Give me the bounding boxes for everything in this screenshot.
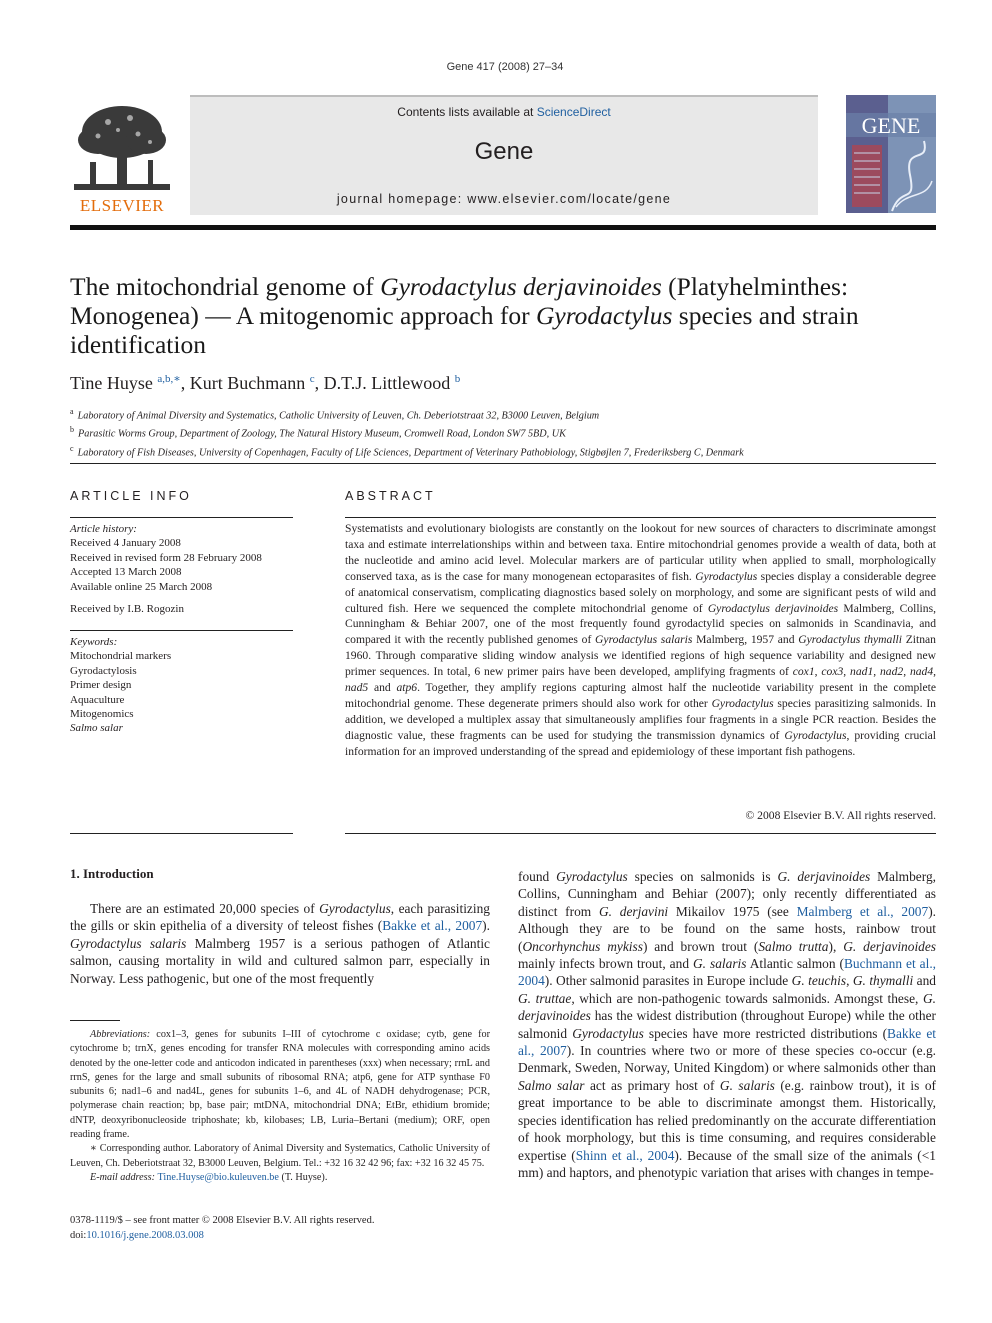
cover-title: GENE	[861, 113, 921, 138]
divider	[70, 517, 293, 518]
article-title: The mitochondrial genome of Gyrodactylus derjavinoides (Platyhelminthes: Monogenea) — A mitogenomic approach for Gyrodactylus species and strain identification	[70, 272, 859, 359]
front-matter	[70, 1214, 374, 1243]
author-list: Tine Huyse $^{a,b,∗}$, Kurt Buchmann $^c$, D.T.J. Littlewood $^b$	[70, 373, 461, 393]
journal-homepage[interactable]: journal homepage: www.elsevier.com/locate/gene	[336, 192, 672, 206]
keyword-item: Aquaculture	[70, 693, 125, 706]
divider	[70, 833, 293, 834]
citation-link[interactable]: Shinn et al., 2004	[575, 1147, 675, 1163]
article-history	[70, 522, 293, 594]
publisher-wordmark: ELSEVIER	[79, 196, 165, 215]
citation-link[interactable]: Bakke et al., 2007	[518, 1025, 936, 1059]
journal-citation: Gene 417 (2008) 27–34	[446, 61, 564, 73]
journal-title: Gene	[474, 138, 534, 165]
citation-link[interactable]: Malmberg et al., 2007	[796, 903, 929, 919]
citation-link[interactable]: Buchmann et al., 2004	[518, 956, 937, 989]
footnotes	[70, 1028, 490, 1185]
keyword-item: Mitochondrial markers	[70, 650, 172, 663]
divider	[345, 517, 936, 518]
intro-paragraph-continued: found Gyrodactylus species on salmonids is G. derjavinoides Malmberg, Collins, Cunningham and Behiar (2007); only recently differentiated as distinct from G. derjavini Mikailov 1975 (see Malmberg et al., 2007). Although they are to be found on the same hosts, rainbow trout (Oncorhynchus mykiss) and brown trout (Salmo trutta), G. derjavinoides mainly infects brown trout, and G. salaris Atlantic salmon (Buchmann et al., 2004). Other salmonid parasites in Europe include G. teuchis, G. thymalli and G. truttae, which are non-pathogenic towards salmonids. Amongst these, G. derjavinoides has the widest distribution (throughout Europe) while the other salmonid Gyrodactylus species have more restricted distributions (Bakke et al., 2007). In countries where two or more of these species co-occur (e.g. Denmark, Sweden, Norway, United Kingdom) or where salmonids other than Salmo salar act as primary host of G. salaris (e.g. rainbow trout), it is of great importance to be able to discriminate amongst them. Historically, species identification has relied predominantly on the accurate differentiation of hook morphology, but this is time consuming, and requires considerable expertise (Shinn et al., 2004). Because of the small size of the animals (<1 mm) and haptors, and phenotypic variation that arises with changes in tempe-	[518, 869, 937, 1180]
affiliation-item: $^a$ Laboratory of Animal Diversity and Systematics, Catholic University of Leuven, Ch. Deberiotstraat 32, B3000 Leuven, Belgium	[70, 407, 600, 422]
cover-image-icon	[846, 95, 936, 213]
author-affiliation-link[interactable]: b	[454, 373, 461, 385]
email-note: E-mail address: Tine.Huyse@bio.kuleuven.be (T. Huyse).	[90, 1171, 328, 1183]
doi-link[interactable]: 10.1016/j.gene.2008.03.008	[86, 1229, 204, 1241]
author-affiliation-link[interactable]: a,b,∗	[157, 373, 181, 385]
history-item: Received 4 January 2008	[70, 537, 181, 550]
author-name: Kurt Buchmann	[189, 373, 306, 393]
email-link[interactable]: Tine.Huyse@bio.kuleuven.be	[157, 1171, 279, 1183]
abstract-copyright: © 2008 Elsevier B.V. All rights reserved.	[745, 809, 936, 822]
keyword-item: Salmo salar	[70, 722, 123, 735]
affiliations	[70, 405, 940, 460]
article-info-heading: ARTICLE INFO	[70, 489, 192, 503]
divider	[345, 833, 936, 834]
author-name: D.T.J. Littlewood	[323, 373, 451, 393]
divider	[70, 630, 293, 631]
corresponding-author-note: ∗ Corresponding author. Laboratory of Animal Diversity and Systematics, Catholic University of Leuven, Ch. Deberiotstraat 32, B3000 Leuven, Belgium. Tel.: +32 16 32 42 96; fax: +32 16 32 45 75.	[70, 1143, 490, 1169]
received-by: Received by I.B. Rogozin	[70, 603, 184, 615]
history-label: Article history:	[70, 523, 137, 535]
author-name: Tine Huyse	[70, 373, 153, 393]
doi-line: doi:10.1016/j.gene.2008.03.008	[70, 1229, 204, 1241]
intro-paragraph: There are an estimated 20,000 species of Gyrodactylus, each parasitizing the gills or skin epithelia of a diversity of teleost fishes (Bakke et al., 2007). Gyrodactylus salaris Malmberg 1957 is a serious pathogen of Atlantic salmon, causing mortality in wild and cultured salmon parr, especially in Norway. Less pathogenic, but one of the most frequently	[70, 901, 490, 986]
keyword-item: Mitogenomics	[70, 708, 134, 721]
history-item: Received in revised form 28 February 2008	[70, 551, 262, 564]
contents-line: Contents lists available at ScienceDirect	[397, 105, 611, 119]
header-rule	[70, 225, 936, 230]
author-affiliation-link[interactable]: c	[309, 373, 315, 385]
keywords-label: Keywords:	[70, 636, 118, 648]
keyword-item: Primer design	[70, 679, 132, 692]
abstract-heading: ABSTRACT	[345, 489, 436, 503]
issn-line: 0378-1119/$ – see front matter © 2008 Elsevier B.V. All rights reserved.	[70, 1215, 375, 1226]
history-item: Accepted 13 March 2008	[70, 566, 182, 579]
affiliation-item: $^c$ Laboratory of Fish Diseases, University of Copenhagen, Faculty of Life Sciences, Department of Veterinary Pathobiology, Stigbøjlen 7, Frederiksberg C, Denmark	[70, 443, 744, 459]
affiliation-item: $^b$ Parasitic Worms Group, Department of Zoology, The Natural History Museum, Cromwell Road, London SW7 5BD, UK	[70, 425, 566, 440]
footnote-divider	[70, 1020, 120, 1021]
keywords	[70, 635, 293, 736]
tree-icon	[68, 100, 176, 196]
section-heading: 1. Introduction	[70, 866, 154, 881]
keyword-item: Gyrodactylosis	[70, 664, 137, 677]
sciencedirect-link[interactable]: ScienceDirect	[536, 105, 611, 119]
journal-cover	[846, 95, 936, 213]
divider	[70, 463, 936, 464]
elsevier-logo	[68, 100, 176, 216]
abstract-body: Systematists and evolutionary biologists are constantly on the lookout for new sources of characters to discriminate amongst taxa and estimate interrelationships within and between taxa. Entire mitochondrial genomes provide a wealth of data, both at the nucleotide and amino acid level. Molecular markers are of particular utility when applied to small, morphologically conserved taxa, as is the case for many monogenean ectoparasites of fish. Gyrodactylus species display a considerable degree of anatomical conservatism, complicating diagnostics based solely on morphology, and some are significant pests of wild and cultured fish. Here we sequenced the complete mitochondrial genome of Gyrodactylus derjavinoides Malmberg, Collins, Cunningham & Behiar 2007, one of the most frequently found gyrodactylid species on salmonids in Scandinavia, and compared it with the recently published genomes of Gyrodactylus salaris Malmberg, 1957 and Gyrodactylus thymalli Zitnan 1960. Through comparative sliding window analysis we identified regions of high sequence variability and designed new primer sequences. In total, 6 new primer pairs have been developed, amplifying fragments of cox1, cox3, nad1, nad2, nad4, nad5 and atp6. Together, they amplify regions capturing almost half the nucleotide variability present in the complete mitochondrial genome. These degenerate primers should also work for other Gyrodactylus species parasitizing salmonids. In addition, we developed a multiplex assay that simultaneously amplifies four fragments in a single PCR reaction. Besides the diagnostic value, these fragments can be used for studying the transmission dynamics of Gyrodactylus, providing crucial information for an improved understanding of the spread and epidemiology of these important fish pathogens.	[345, 522, 937, 758]
history-item: Available online 25 March 2008	[70, 580, 213, 593]
citation-link[interactable]: Bakke et al., 2007	[382, 918, 483, 934]
abbreviations-note: Abbreviations: cox1–3, genes for subunits I–III of cytochrome c oxidase; cytb, gene for cytochrome b; trnX, genes encoding for transfer RNA molecules with corresponding amino acids denoted by the one-letter code and anticodon indicated in parentheses (xxx) when necessary; rrnL and rrnS, genes for the large and small subunits of ribosomal RNA; atp6, gene for ATP synthase F0 subunits 6; nad1–6 and nad4L, genes for subunits 1–6, and 4L of NADH dehydrogenase; PCR, polymerase chain reaction; bp, base pair; mtDNA, mitochondrial DNA; EtBr, ethidium bromide; dNTP, deoxyribonucleoside triphoshate; kb, kilobases; LB, Luria–Bertani (medium); ORF, open reading frame.	[70, 1029, 491, 1141]
